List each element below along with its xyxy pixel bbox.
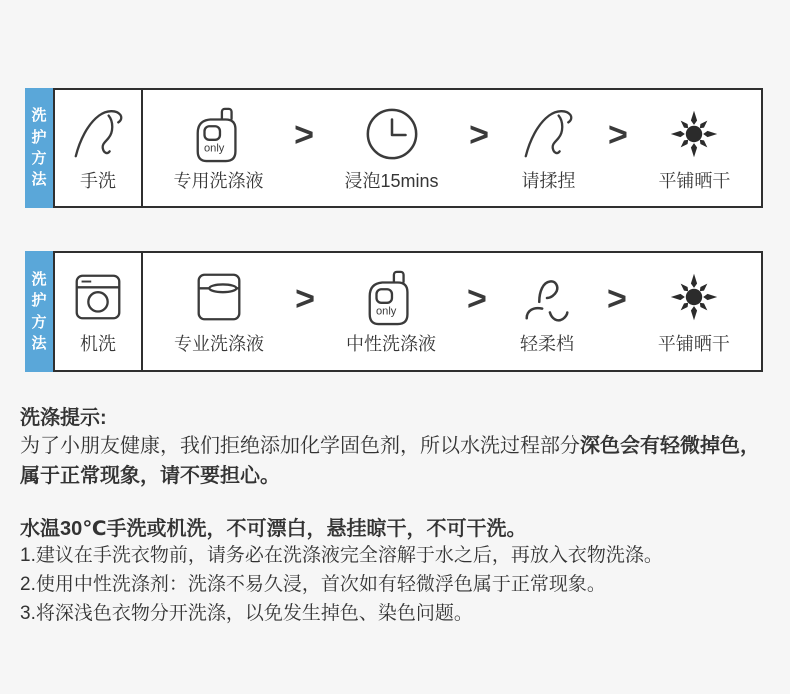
- washing-tips-paragraph: [20, 431, 760, 491]
- step-soak: [345, 104, 439, 193]
- wash-note-3: 3.将深浅色衣物分开洗涤，以免发生掉色、染色问题。: [20, 603, 473, 624]
- method-cell-machine-wash: [55, 253, 143, 370]
- step-label: 平铺晒干: [657, 334, 730, 354]
- tips-text-bold: 深色会有轻微掉色，: [580, 435, 760, 457]
- step-pro-detergent: [174, 267, 264, 356]
- arrow-separator: >: [469, 116, 489, 154]
- arrow-separator: >: [607, 279, 627, 318]
- steps-sequence: [143, 90, 761, 206]
- step-label: 轻柔档: [519, 334, 574, 354]
- wash-conditions-headline: 水温30℃手洗或机洗，不可漂白，悬挂晾干，不可干洗。: [20, 518, 527, 540]
- side-label-text: 洗护方法: [31, 107, 47, 189]
- care-steps-frame: [53, 251, 763, 372]
- step-knead: [519, 104, 577, 193]
- arrow-separator: >: [467, 279, 487, 318]
- wash-notes-list: [20, 541, 663, 628]
- hand-knead-icon: [519, 105, 577, 163]
- step-special-detergent: [174, 104, 264, 193]
- gentle-cycle-icon: [518, 268, 576, 326]
- machine-wash-care-row: [25, 251, 763, 372]
- step-label: 平铺晒干: [658, 170, 731, 191]
- arrow-separator: >: [295, 279, 315, 318]
- step-label: 浸泡15mins: [344, 170, 439, 191]
- care-method-side-label: [25, 251, 53, 372]
- step-flat-dry: [658, 267, 730, 356]
- method-label: 手洗: [80, 170, 116, 191]
- method-label: 机洗: [80, 334, 116, 354]
- step-label: 中性洗涤液: [346, 334, 436, 354]
- method-cell-hand-wash: [55, 90, 143, 206]
- step-label: 请揉捏: [521, 170, 576, 191]
- side-label-text: 洗护方法: [31, 270, 47, 352]
- arrow-separator: >: [608, 116, 628, 154]
- wash-note-2: 2.使用中性洗涤剂：洗涤不易久浸，首次如有轻微浮色属于正常现象。: [20, 574, 606, 595]
- wash-note-1: 1.建议在手洗衣物前，请务必在洗涤液完全溶解于水之后，再放入衣物洗涤。: [20, 545, 663, 566]
- tips-text-regular: 为了小朋友健康，我们拒绝添加化学固色剂，所以水洗过程部分: [20, 435, 580, 457]
- detergent-bottle-only-icon: [362, 268, 420, 326]
- step-label: 专业洗涤液: [174, 334, 265, 354]
- sun-dry-icon: [665, 268, 723, 326]
- care-method-side-label: [25, 88, 53, 208]
- sun-dry-icon: [665, 105, 723, 163]
- washing-tips-title: 洗涤提示:: [20, 407, 107, 429]
- bottle-only-text: only: [203, 141, 224, 154]
- washing-machine-icon: [69, 268, 127, 326]
- step-neutral-detergent: [346, 267, 436, 356]
- step-flat-dry: [658, 104, 730, 193]
- tips-paragraph-line2: 属于正常现象，请不要担心。: [20, 465, 280, 487]
- steps-sequence: [143, 253, 761, 370]
- hand-wash-care-row: [25, 88, 763, 208]
- detergent-bottle-only-icon: [190, 105, 248, 163]
- arrow-separator: >: [294, 116, 314, 154]
- tips-paragraph-line1: [20, 431, 760, 461]
- hand-wash-icon: [69, 105, 127, 163]
- detergent-box-icon: [190, 268, 248, 326]
- clock-icon: [363, 105, 421, 163]
- bottle-only-text: only: [375, 305, 397, 318]
- care-steps-frame: [53, 88, 763, 208]
- step-label: 专用洗涤液: [173, 170, 264, 191]
- step-gentle-cycle: [518, 267, 576, 356]
